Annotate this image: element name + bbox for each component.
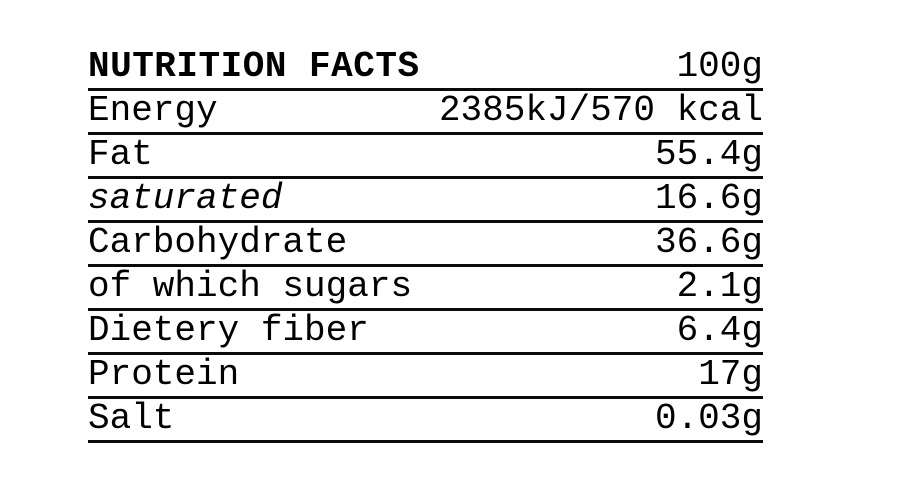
table-header-row [88, 46, 763, 91]
row-value: 0.03g [654, 398, 763, 439]
row-label: Protein [88, 354, 240, 395]
row-label: of which sugars [88, 266, 413, 307]
table-row [88, 179, 763, 223]
table-body [88, 91, 763, 443]
row-label: Fat [88, 134, 153, 175]
row-value: 17g [698, 354, 763, 395]
table-row [88, 223, 763, 267]
table-row [88, 91, 763, 135]
table-row [88, 267, 763, 311]
table-row [88, 399, 763, 443]
row-value: 55.4g [654, 134, 763, 175]
row-value: 2385kJ/570 kcal [438, 90, 763, 131]
nutrition-facts-table [88, 46, 763, 443]
table-row [88, 311, 763, 355]
table-row [88, 355, 763, 399]
row-label: Energy [88, 90, 218, 131]
table-row [88, 135, 763, 179]
row-label: Dietery fiber [88, 310, 369, 351]
row-value: 2.1g [676, 266, 763, 307]
serving-size-value: 100g [676, 46, 763, 87]
row-label: Salt [88, 398, 175, 439]
row-value: 36.6g [654, 222, 763, 263]
row-label: saturated [88, 178, 283, 219]
row-label: Carbohydrate [88, 222, 348, 263]
row-value: 16.6g [654, 178, 763, 219]
table-title: NUTRITION FACTS [88, 46, 420, 87]
row-value: 6.4g [676, 310, 763, 351]
